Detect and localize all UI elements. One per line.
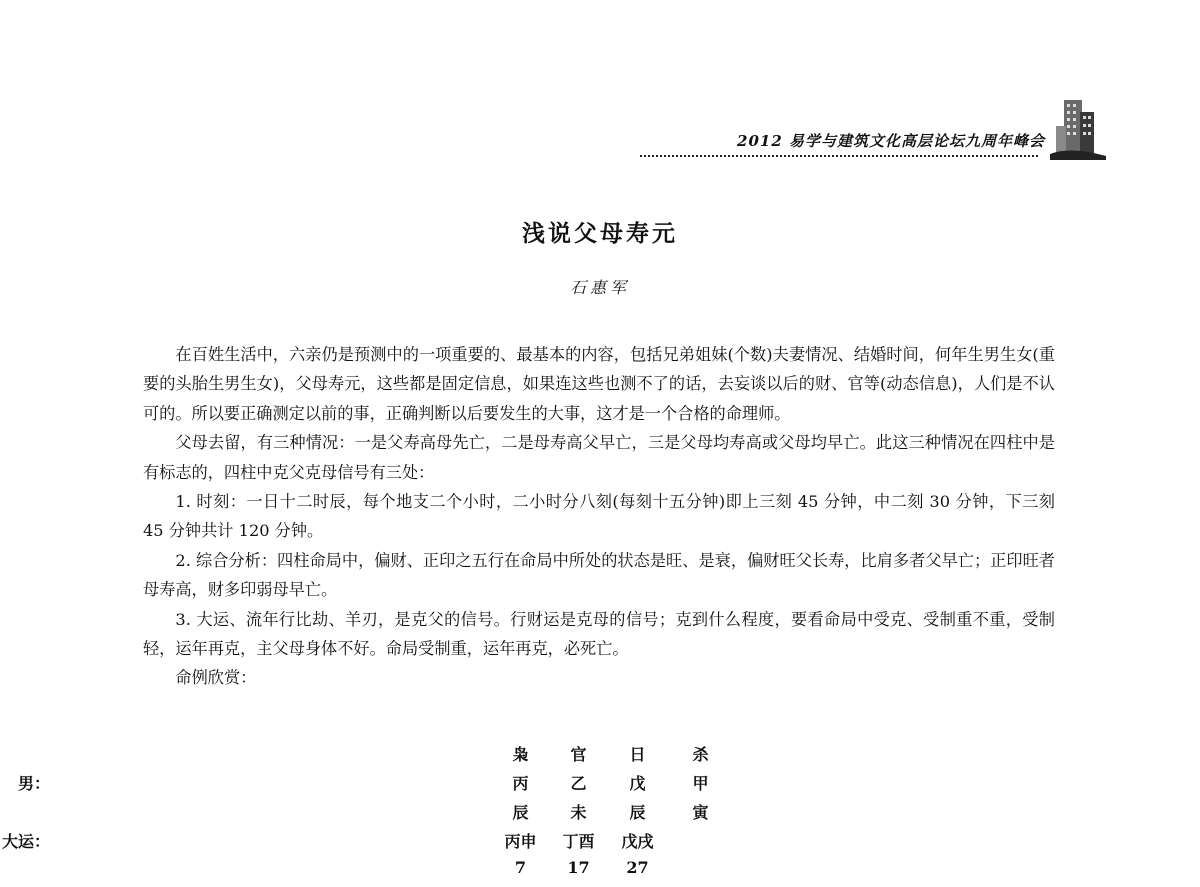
example-cell: 丙 bbox=[512, 774, 529, 793]
example-row-label: 男： bbox=[17, 774, 50, 793]
example-cell: 枭 bbox=[512, 745, 529, 764]
example-cell: 杀 bbox=[692, 745, 709, 764]
article-title: 浅说父母寿元 bbox=[522, 220, 678, 247]
example-cell: 27 bbox=[626, 858, 649, 877]
paragraph-three-cases: 父母去留，有三种情况：一是父寿高母先亡，二是母寿高父早亡，三是父母均寿高或父母均早亡。此这三种情况在四柱中是有标志的，四柱中克父克母信号有三处： bbox=[143, 433, 1055, 482]
paragraph-intro: 在百姓生活中，六亲仍是预测中的一项重要的、最基本的内容，包括兄弟姐妹(个数)夫妻情况、结婚时间，何年生男生女(重要的头胎生男生女)，父母寿元，这些都是固定信息，如果连这些也测不了的话，去妄谈以后的财、官等(动态信息)，人们是不认可的。所以要正确测定以前的事，正确判断以后要发生的大事，这才是一个合格的命理师。 bbox=[143, 345, 1055, 423]
example-cell: 辰 bbox=[629, 803, 646, 822]
paragraph-example-intro: 命例欣赏： bbox=[175, 668, 257, 688]
running-header: 2012 易学与建筑文化高层论坛九周年峰会 bbox=[737, 132, 1045, 150]
example-cell: 官 bbox=[570, 745, 587, 764]
example-cell: 乙 bbox=[570, 774, 587, 793]
building-emblem-icon bbox=[1050, 96, 1106, 160]
paragraph-point-2: 2. 综合分析：四柱命局中，偏财、正印之五行在命局中所处的状态是旺、是衰，偏财旺父长寿，比肩多者父早亡；正印旺者母寿高，财多印弱母早亡。 bbox=[143, 550, 1055, 600]
header-dotted-rule bbox=[640, 155, 1038, 157]
example-cell: 17 bbox=[567, 858, 590, 877]
example-cell: 辰 bbox=[512, 803, 529, 822]
example-cell: 戊 bbox=[629, 774, 646, 793]
example-cell: 戊戌 bbox=[621, 832, 654, 851]
article-body bbox=[143, 340, 1055, 693]
example-cell: 7 bbox=[514, 858, 527, 877]
example-row-label: 大运： bbox=[1, 832, 50, 851]
example-cell: 日 bbox=[629, 745, 646, 764]
example-cell: 寅 bbox=[692, 803, 709, 822]
example-cell: 丙申 bbox=[504, 832, 537, 851]
paragraph-point-1: 1. 时刻：一日十二时辰，每个地支二个小时，二小时分八刻(每刻十五分钟)即上三刻 45 分钟，中二刻 30 分钟，下三刻 45 分钟共计 120 分钟。 bbox=[143, 492, 1055, 541]
paragraph-point-3: 3. 大运、流年行比劫、羊刃，是克父的信号。行财运是克母的信号；克到什么程度，要看命局中受克、受制重不重，受制轻，运年再克，主父母身体不好。命局受制重，运年再克，必死亡。 bbox=[143, 609, 1055, 659]
example-cell: 甲 bbox=[692, 774, 709, 793]
example-cell: 丁酉 bbox=[562, 832, 595, 851]
article-author: 石惠军 bbox=[569, 278, 630, 297]
example-cell: 未 bbox=[570, 803, 587, 822]
